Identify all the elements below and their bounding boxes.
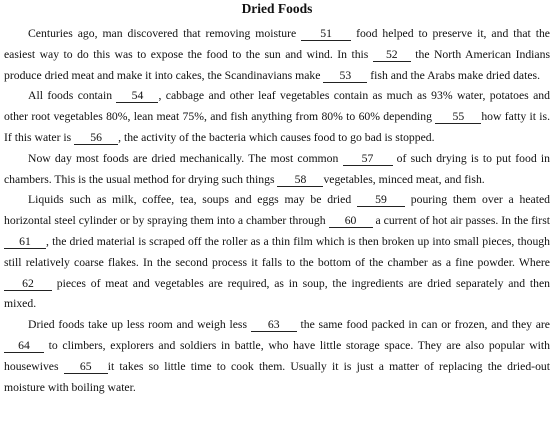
passage-text: the North American Indians produce dried meat and make it into cakes, the Scandinavians make <box>4 47 550 82</box>
passage-text: Now day most foods are dried mechanically. The most common <box>28 151 343 165</box>
paragraph <box>4 149 550 191</box>
blank-54: 54 <box>116 90 158 103</box>
paragraph <box>4 24 550 86</box>
blank-60: 60 <box>329 215 373 228</box>
blank-57: 57 <box>343 153 393 166</box>
paragraph <box>4 190 550 315</box>
passage-text: vegetables, minced meat, and fish. <box>323 172 485 186</box>
blank-58: 58 <box>277 174 323 187</box>
blank-59: 59 <box>357 194 405 207</box>
document <box>4 0 550 398</box>
passage-text: the same food packed in can or frozen, and they are <box>296 318 550 332</box>
blank-55: 55 <box>435 111 481 124</box>
passage-text: Liquids such as milk, coffee, tea, soups and eggs may be dried <box>28 193 357 207</box>
blank-51: 51 <box>301 28 351 41</box>
passage-text: All foods contain <box>28 89 117 103</box>
blank-61: 61 <box>4 236 46 249</box>
passage-text: pouring them over a heated horizontal steel cylinder or by spraying them into a chamber through <box>4 193 551 228</box>
passage-text: to climbers, explorers and soldiers in battle, who have little storage space. They are also popular with housewives <box>4 338 550 373</box>
blank-64: 64 <box>4 340 44 353</box>
passage-text: Dried foods take up less room and weigh less <box>28 318 251 332</box>
passage-text: how fatty it is. If this water is <box>4 110 550 144</box>
passage-text: , the activity of the bacteria which causes food to go bad is stopped. <box>118 130 435 144</box>
passage-text: fish and the Arabs make dried dates. <box>367 68 541 82</box>
passage-body <box>4 24 550 398</box>
blank-62: 62 <box>4 278 52 291</box>
passage-text: food helped to preserve it, and that the easiest way to do this was to expose the food to the sun and wind. In this <box>4 27 550 61</box>
blank-63: 63 <box>251 319 297 332</box>
blank-65: 65 <box>64 361 108 374</box>
blank-52: 52 <box>373 49 411 62</box>
passage-text: , the dried material is scraped off the roller as a thin film which is then broken up into small pieces, though still relatively coarse flakes. In the second process it falls to the bottom of the chamber as a fine powder. Where <box>4 234 550 269</box>
paragraph <box>4 315 550 398</box>
page-title: Dried Foods <box>241 1 313 16</box>
passage-text: , cabbage and other leaf vegetables contain as much as 93% water, potatoes and other root vegetables 80%, lean meat 75%, and fish anything from 80% to 60% depending <box>4 89 550 124</box>
passage-text: a current of hot air passes. In the first <box>372 214 550 228</box>
blank-56: 56 <box>74 132 118 145</box>
blank-53: 53 <box>323 70 367 83</box>
passage-text: it takes so little time to cook them. Usually it is just a matter of replacing the dried-out moisture with boiling water. <box>4 359 550 394</box>
passage-text: of such drying is to put food in chambers. This is the usual method for drying such things <box>4 151 550 186</box>
paragraph <box>4 86 550 148</box>
passage-text: pieces of meat and vegetables are required, as in soup, the ingredients are dried separately and then mixed. <box>4 276 550 311</box>
passage-text: Centuries ago, man discovered that removing moisture <box>28 27 302 40</box>
